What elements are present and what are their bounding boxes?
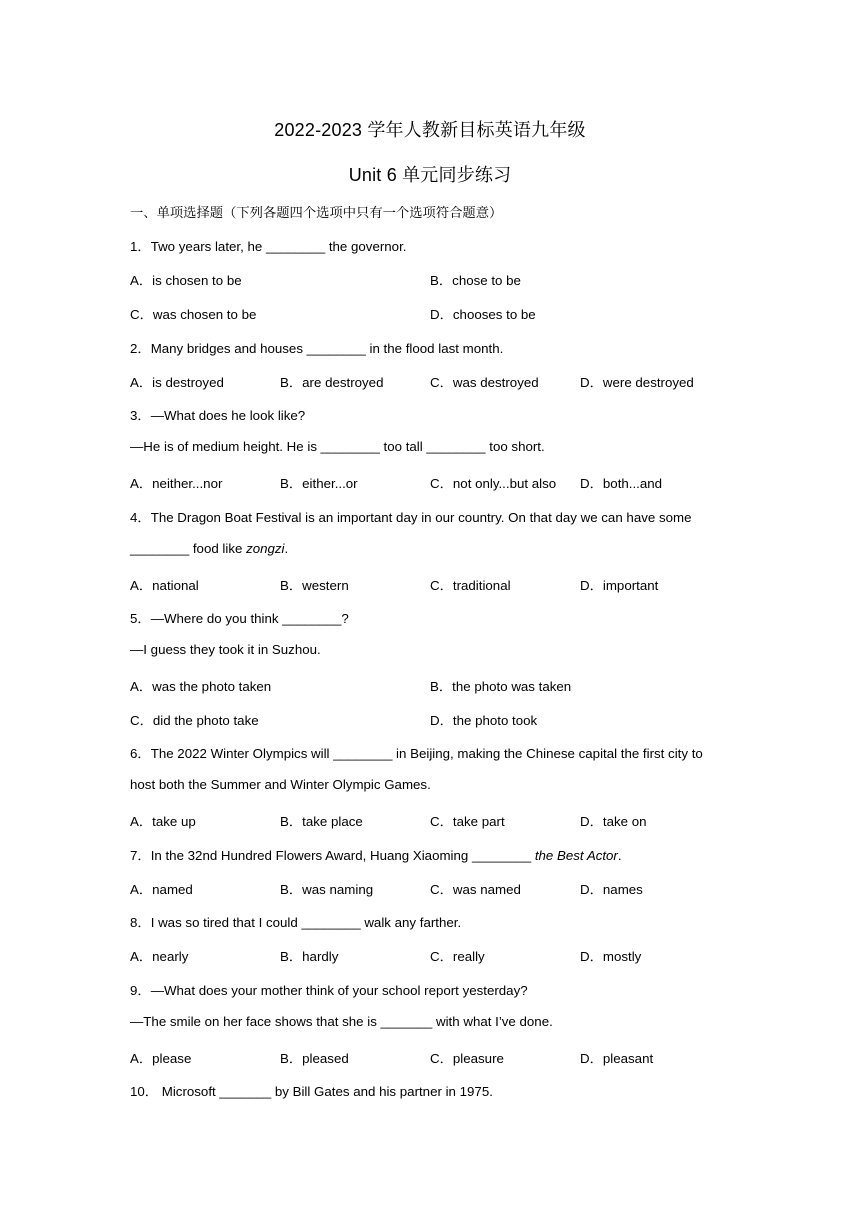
question-7-period: . <box>617 848 622 863</box>
document-subtitle: Unit 6 单元同步练习 <box>348 165 512 185</box>
question-4-period: . <box>284 541 289 556</box>
question-2-text: 2．Many bridges and houses ________ in the flood last month. <box>130 341 504 356</box>
question-9-option-d: D．pleasant <box>580 1051 654 1066</box>
question-7-text-start: 7．In the 32nd Hundred Flowers Award, Huang Xiaoming ________ <box>130 848 535 863</box>
question-7-option-a: A．named <box>130 882 193 897</box>
question-8-option-c: C．really <box>430 949 485 964</box>
question-4-italic-word: zongzi <box>246 541 285 556</box>
question-7-text <box>130 845 622 864</box>
question-8-option-b: B．hardly <box>280 949 339 964</box>
question-3-option-b: B．either...or <box>280 476 358 491</box>
question-1-option-a: A．is chosen to be <box>130 273 242 288</box>
question-4-blank-text: ________ food like <box>130 541 247 556</box>
question-3-option-c: C．not only...but also <box>430 476 557 491</box>
question-1-option-d: D．chooses to be <box>430 307 536 322</box>
question-8-text: 8．I was so tired that I could ________ walk any farther. <box>130 915 462 930</box>
question-7-option-c: C．was named <box>430 882 521 897</box>
question-5-option-a: A．was the photo taken <box>130 679 272 694</box>
document-title: 2022-2023 学年人教新目标英语九年级 <box>274 120 586 140</box>
question-6-option-d: D．take on <box>580 814 647 829</box>
question-9-text: 9．—What does your mother think of your school report yesterday? <box>130 983 528 998</box>
question-8-option-d: D．mostly <box>580 949 642 964</box>
question-5-text: 5．—Where do you think ________? <box>130 611 349 626</box>
question-6-text-cont: host both the Summer and Winter Olympic Games. <box>130 777 431 792</box>
question-4-text: 4．The Dragon Boat Festival is an important day in our country. On that day we can have some <box>130 510 692 525</box>
section-heading: 一、单项选择题（下列各题四个选项中只有一个选项符合题意） <box>130 205 503 220</box>
question-2-option-b: B．are destroyed <box>280 375 384 390</box>
question-6-option-c: C．take part <box>430 814 505 829</box>
question-1-option-c: C．was chosen to be <box>130 307 257 322</box>
question-1-option-b: B．chose to be <box>430 273 521 288</box>
question-3-answer-line: —He is of medium height. He is ________ too tall ________ too short. <box>130 439 545 454</box>
question-9-option-b: B．pleased <box>280 1051 349 1066</box>
question-1-text: 1．Two years later, he ________ the governor. <box>130 239 407 254</box>
question-3-option-d: D．both...and <box>580 476 663 491</box>
question-10-text: 10． Microsoft _______ by Bill Gates and his partner in 1975. <box>130 1084 493 1099</box>
question-4-text-cont <box>130 541 288 556</box>
question-6-option-b: B．take place <box>280 814 363 829</box>
question-9-option-a: A．please <box>130 1051 192 1066</box>
question-6-option-a: A．take up <box>130 814 196 829</box>
question-5-option-c: C．did the photo take <box>130 713 259 728</box>
question-8-option-a: A．nearly <box>130 949 189 964</box>
question-4-option-b: B．western <box>280 578 349 593</box>
question-4-option-a: A．national <box>130 578 199 593</box>
question-5-answer-line: —I guess they took it in Suzhou. <box>130 642 321 657</box>
question-2-option-a: A．is destroyed <box>130 375 224 390</box>
question-3-option-a: A．neither...nor <box>130 476 223 491</box>
question-5-option-b: B．the photo was taken <box>430 679 572 694</box>
question-7-option-b: B．was naming <box>280 882 374 897</box>
question-2-option-c: C．was destroyed <box>430 375 539 390</box>
question-7-italic-phrase: the Best Actor <box>534 848 618 863</box>
question-2-option-d: D．were destroyed <box>580 375 694 390</box>
question-3-text: 3．—What does he look like? <box>130 408 306 423</box>
question-6-text: 6．The 2022 Winter Olympics will ________ in Beijing, making the Chinese capital the first city to <box>130 746 703 761</box>
question-9-option-c: C．pleasure <box>430 1051 504 1066</box>
question-5-option-d: D．the photo took <box>430 713 538 728</box>
question-7-option-d: D．names <box>580 882 643 897</box>
question-4-option-c: C．traditional <box>430 578 511 593</box>
question-4-option-d: D．important <box>580 578 659 593</box>
question-9-answer-line: —The smile on her face shows that she is _______ with what I’ve done. <box>130 1014 553 1029</box>
